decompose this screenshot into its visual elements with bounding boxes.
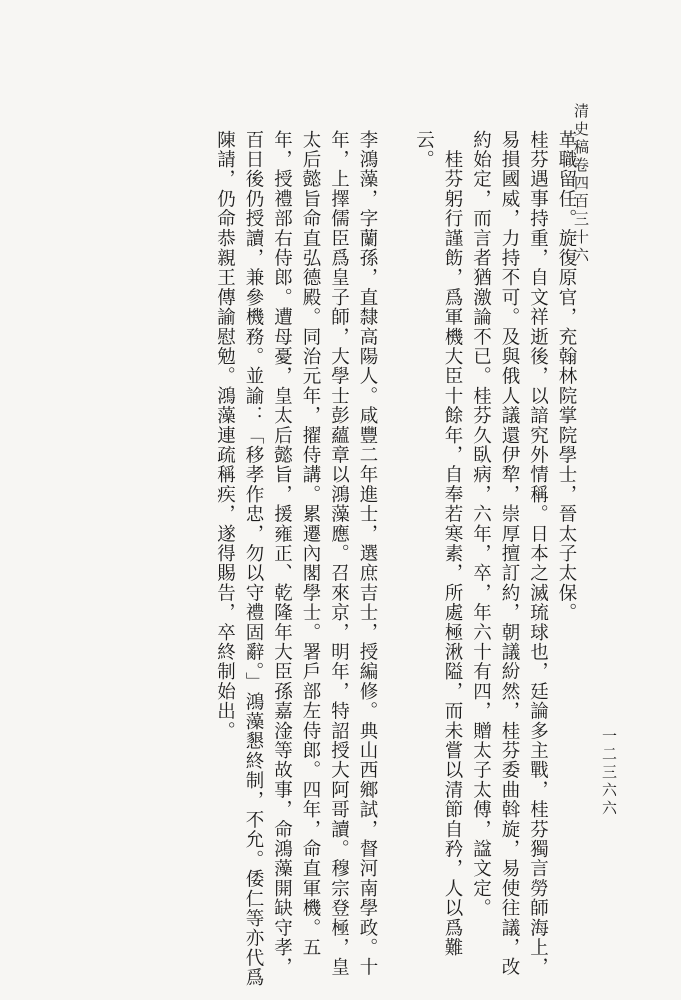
- paragraph: 革職留任。旋復原官，充翰林院掌院學士，晉太子太保。: [556, 130, 577, 623]
- running-header-title: 清史稿卷四百三十六: [572, 103, 590, 265]
- main-text-body: [85, 130, 580, 990]
- paragraph: 桂芬躬行謹飭，爲軍機大臣十餘年，自奉若寒素，所處極湫隘，而未嘗以清節自矜，人以爲難云。: [413, 130, 463, 958]
- paragraph: 桂芬遇事持重，自文祥逝後，以諳究外情稱。日本之滅琉球也，廷論多主戰，桂芬獨言勞師海上，易損國威，力持不可。及與俄人議還伊犂，崇厚擅訂約，朝議紛然，桂芬委曲斡旋，易使往議，改約始定，而言者猶激論不已。桂芬久臥病，六年，卒，年六十有四，贈太子太傅，諡文定。: [470, 130, 549, 978]
- page-number: 一二三六六: [600, 728, 618, 818]
- paragraph: 李鴻藻，字蘭孫，直隸高陽人。咸豐二年進士，選庶吉士，授編修。典山西鄉試，督河南學政。十年，上擇儒臣爲皇子師，大學士彭蘊章以鴻藻應。召來京，明年，特詔授大阿哥讀。穆宗登極，皇太后懿旨命直弘德殿。同治元年，擢侍講。累遷內閣學士。署戶部左侍郎。四年，命直軍機。五年，授禮部右侍郎。遭母憂，皇太后懿旨，援雍正、乾隆年大臣孫嘉淦等故事，命鴻藻開缺守孝，百日後仍授讀，兼參機務。並諭：「移孝作忠，勿以守禮固辭。」鴻藻懇終制，不允。倭仁等亦代爲陳請，仍命恭親王傳諭慰勉。鴻藻連疏稱疾，遂得賜告，卒終制始出。: [214, 130, 378, 988]
